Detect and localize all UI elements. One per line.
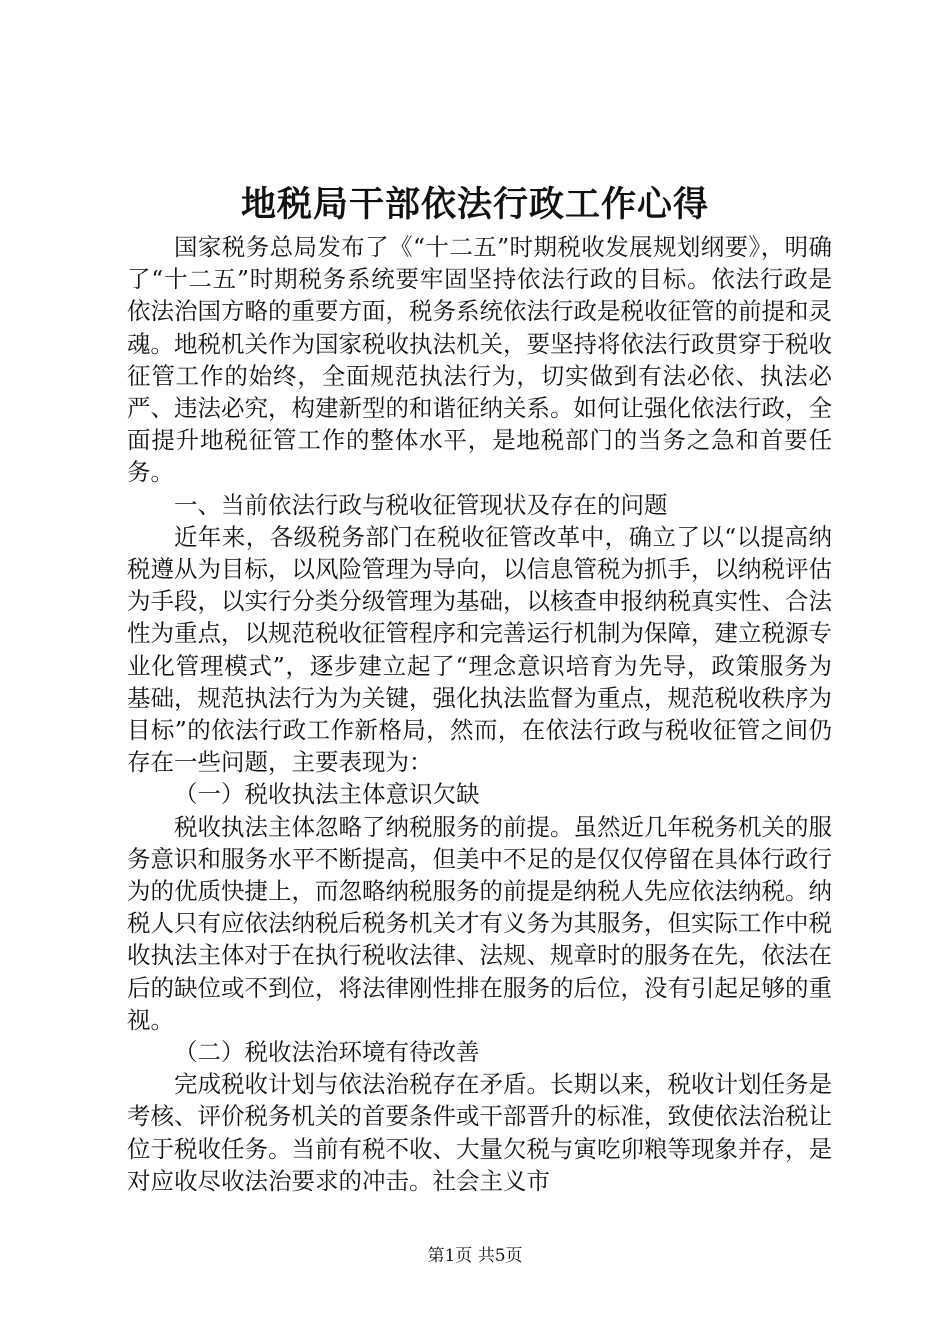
- page-number: 第1页 共5页: [427, 1246, 523, 1266]
- paragraph-status: 近年来，各级税务部门在税收征管改革中，确立了以“以提高纳税遵从为目标，以风险管理为导向，以信息管税为抓手，以纳税评估为手段，以实行分类分级管理为基础，以核查申报纳税真实性、合法性为重点，以规范税收征管程序和完善运行机制为保障，建立税源专业化管理模式”，逐步建立起了“理念意识培育为先导，政策服务为基础，规范执法行为为关键，强化执法监督为重点，规范税收秩序为目标”的依法行政工作新格局，然而，在依法行政与税收征管之间仍存在一些问题，主要表现为：: [127, 522, 832, 777]
- section-heading-1: 一、当前依法行政与税收征管现状及存在的问题: [174, 490, 668, 519]
- subsection-heading-2: （二）税收法治环境有待改善: [174, 1038, 480, 1067]
- subsection-heading-1: （一）税收执法主体意识欠缺: [174, 780, 480, 809]
- paragraph-intro: 国家税务总局发布了《“十二五”时期税收发展规划纲要》，明确了“十二五”时期税务系统要牢固坚持依法行政的目标。依法行政是依法治国方略的重要方面，税务系统依法行政是税收征管的前提和灵魂。地税机关作为国家税收执法机关，要坚持将依法行政贯穿于税收征管工作的始终，全面规范执法行为，切实做到有法必依、执法必严、违法必究，构建新型的和谐征纳关系。如何让强化依法行政，全面提升地税征管工作的整体水平，是地税部门的当务之急和首要任务。: [127, 233, 832, 487]
- document-body: [127, 231, 832, 1197]
- paragraph-legal-environment: 完成税收计划与依法治税存在矛盾。长期以来，税收计划任务是考核、评价税务机关的首要条件或干部晋升的标准，致使依法治税让位于税收任务。当前有税不收、大量欠税与寅吃卯粮等现象并存，是对应收尽收法治要求的冲击。社会主义市: [127, 1070, 832, 1195]
- document-title: 地税局干部依法行政工作心得: [240, 184, 709, 225]
- paragraph-subject-awareness: 税收执法主体忽略了纳税服务的前提。虽然近几年税务机关的服务意识和服务水平不断提高，但美中不足的是仅仅停留在具体行政行为的优质快捷上，而忽略纳税服务的前提是纳税人先应依法纳税。纳税人只有应依法纳税后税务机关才有义务为其服务，但实际工作中税收执法主体对于在执行税收法律、法规、规章时的服务在先，依法在后的缺位或不到位，将法律刚性排在服务的后位，没有引起足够的重视。: [127, 812, 832, 1034]
